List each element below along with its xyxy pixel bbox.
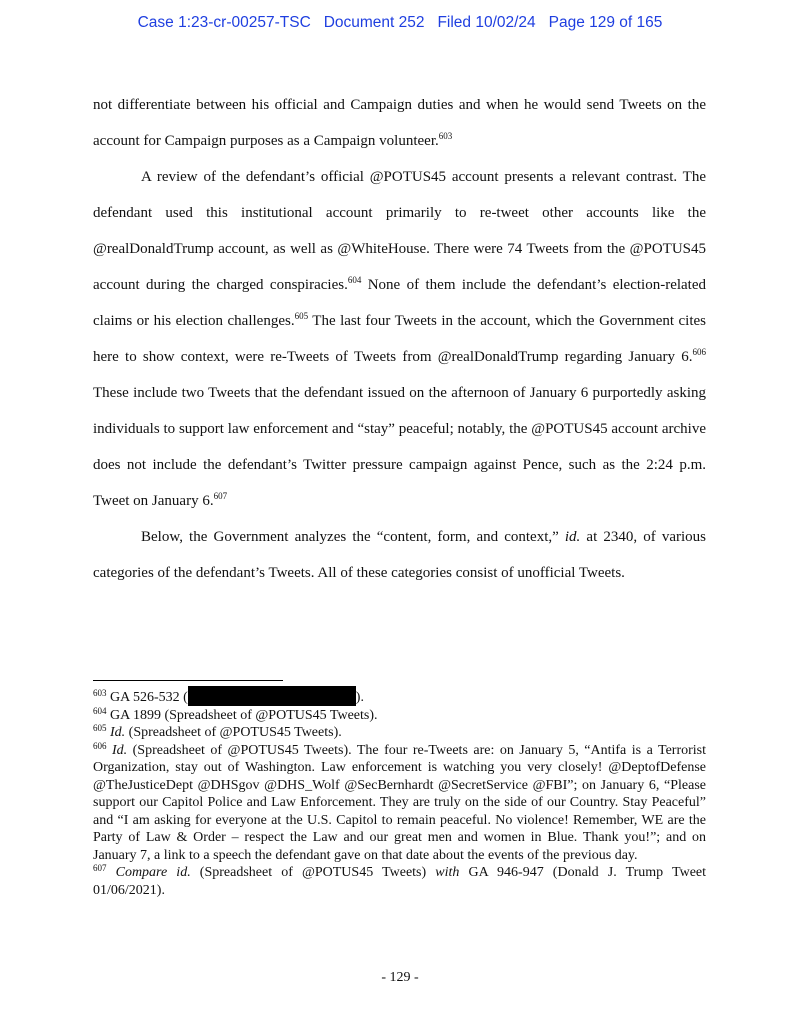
footnote-number: 605	[93, 723, 107, 733]
paragraph-1-text: not differentiate between his official and Campaign duties and when he would send Tweets on the account for Campaign purposes as a Campaign volunteer.	[93, 97, 706, 149]
footnote-text: GA 1899 (Spreadsheet of @POTUS45 Tweets).	[106, 707, 378, 723]
page-of-total: Page 129 of 165	[548, 14, 663, 31]
document-number: Document 252	[323, 14, 425, 31]
footnote-605	[93, 724, 706, 742]
footnote-ref-606: 606	[692, 347, 706, 357]
footnote-606	[93, 742, 706, 865]
footnotes	[93, 686, 706, 899]
footnote-text-end: ).	[355, 690, 364, 705]
footnote-607	[93, 864, 706, 899]
paragraph-2-sentence-4: These include two Tweets that the defendant issued on the afternoon of January 6 purportedly asking individuals to support law enforcement and “stay” peaceful; notably, the @POTUS45 account archive does not include the defendant’s Twitter pressure campaign against Pence, such as the 2:24 p.m. Tweet on January 6.	[93, 385, 706, 509]
id-citation: Id.	[111, 742, 128, 758]
footnote-separator	[93, 680, 283, 681]
paragraph-3-text-end: at 2340, of various categories of the defendant’s Tweets. All of these categories consist of unofficial Tweets.	[93, 529, 706, 581]
footnote-603	[93, 686, 706, 707]
compare-citation: Compare id.	[115, 865, 191, 880]
paragraph-2-sentence-2: None of them include the defendant’s election-related claims or his election challenges.	[93, 277, 707, 329]
footnote-ref-607: 607	[213, 491, 228, 501]
paragraph-2-sentence-1: A review of the defendant’s official @POTUS45 account presents a relevant contrast. The defendant used this institutional account primarily to re-tweet other accounts like the @realDonaldTrump account, as well as @WhiteHouse. There were 74 Tweets from the @POTUS45 account during the charged conspiracies.	[93, 169, 706, 293]
footnote-604	[93, 707, 706, 725]
case-number: Case 1:23-cr-00257-TSC	[137, 14, 311, 31]
id-citation: id.	[564, 529, 581, 545]
id-citation: Id.	[110, 725, 126, 740]
footnote-text: GA 526-532 (	[106, 690, 188, 705]
footnote-text: (Spreadsheet of @POTUS45 Tweets). The four re-Tweets are: on January 5, “Antifa is a Terrorist Organization, stay out of Washington. Law enforcement is watching you very closely! @DeptofDefense @TheJusticeDept @DHSgov @DHS_Wolf @SecBernhardt @SecretService @FBI”; on January 6, “Please support our Capitol Police and Law Enforcement. They are truly on the side of our Country. Stay Peaceful” and “I am asking for everyone at the U.S. Capitol to remain peaceful. No violence! Remember, WE are the Party of Law & Order – respect the Law and our great men and women in Blue. Thank you!”; and on January 7, a link to a speech the defendant gave on that date about the events of the previous day.	[93, 742, 707, 863]
footnote-text-end: GA 946-947 (Donald J. Trump Tweet 01/06/2021).	[93, 865, 707, 898]
paragraph-2	[93, 159, 706, 519]
footnote-number: 606	[93, 740, 107, 751]
footnote-ref-604: 604	[347, 275, 362, 285]
footnote-number: 604	[93, 705, 107, 716]
paragraph-3	[93, 519, 706, 591]
redaction-block	[188, 686, 356, 706]
footnote-text: (Spreadsheet of @POTUS45 Tweets).	[125, 725, 342, 740]
footnote-ref-605: 605	[294, 311, 309, 321]
filed-date: Filed 10/02/24	[437, 14, 536, 31]
paragraph-1	[93, 87, 706, 159]
footnote-number: 603	[93, 688, 107, 698]
case-header	[0, 14, 800, 32]
paragraph-2-sentence-3: The last four Tweets in the account, which the Government cites here to show context, were re-Tweets of Tweets from @realDonaldTrump regarding January 6.	[93, 313, 707, 365]
footnote-text: (Spreadsheet of @POTUS45 Tweets)	[190, 865, 436, 880]
page-number: - 129 -	[381, 970, 419, 985]
paragraph-3-text: Below, the Government analyzes the “content, form, and context,”	[141, 529, 565, 545]
footnote-number: 607	[93, 863, 107, 873]
footnote-ref-603: 603	[438, 131, 453, 141]
with-citation: with	[435, 865, 460, 880]
